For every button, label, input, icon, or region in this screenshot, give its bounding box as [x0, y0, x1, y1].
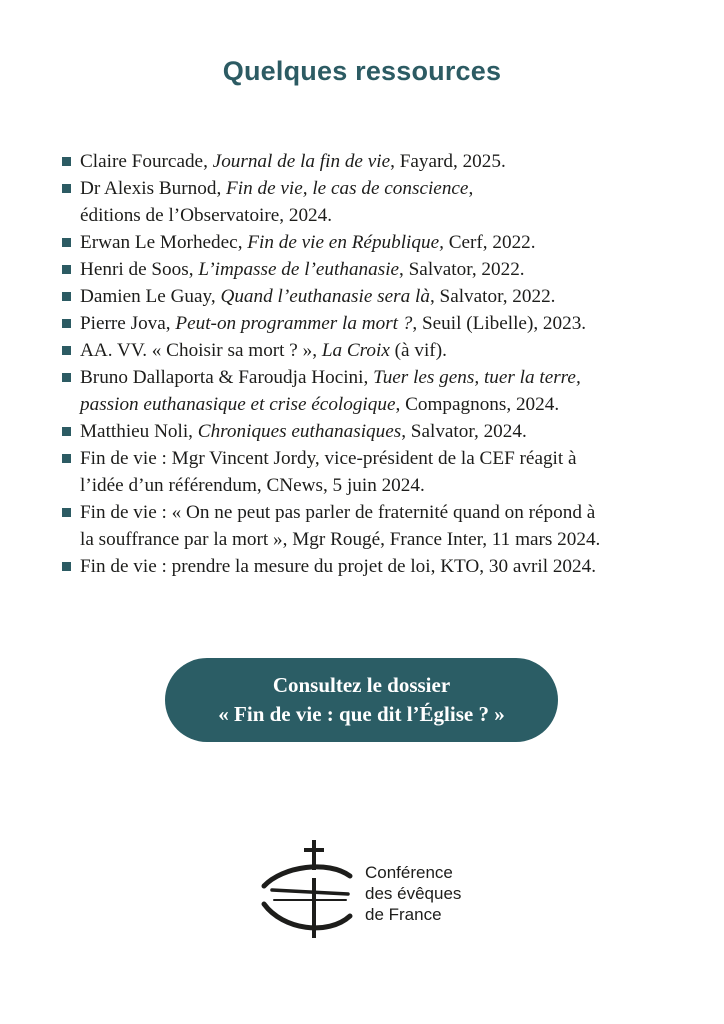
resource-text: éditions de l’Observatoire, 2024. [80, 205, 333, 226]
resource-title: passion euthanasique et crise écologique [80, 394, 396, 415]
resource-item [62, 445, 672, 499]
resource-text: Claire Fourcade, [80, 151, 213, 172]
resource-item [62, 256, 672, 283]
resource-text: Matthieu Noli, [80, 421, 198, 442]
resource-text: AA. VV. « Choisir sa mort ? », [80, 340, 322, 361]
resource-item [62, 418, 672, 445]
square-bullet-icon [62, 157, 71, 166]
resource-item [62, 283, 672, 310]
consult-dossier-line1: Consultez le dossier [272, 673, 451, 697]
resource-text: , Seuil (Libelle), 2023. [412, 313, 587, 334]
cross-fish-logo-icon [258, 838, 358, 948]
resource-text: Erwan Le Morhedec, [80, 232, 248, 253]
resource-title: Peut-on programmer la mort ? [175, 313, 413, 334]
square-bullet-icon [62, 184, 71, 193]
resource-title: Quand l’euthanasie sera là [220, 286, 430, 307]
resource-item [62, 553, 672, 580]
page-title: Quelques ressources [222, 56, 502, 86]
square-bullet-icon [62, 562, 71, 571]
resource-item [62, 310, 672, 337]
square-bullet-icon [62, 265, 71, 274]
square-bullet-icon [62, 346, 71, 355]
cef-logo-line1: Conférence [365, 863, 453, 882]
square-bullet-icon [62, 373, 71, 382]
resource-text: Bruno Dallaporta & Faroudja Hocini, [80, 367, 374, 388]
resource-text: la souffrance par la mort », Mgr Rougé, France Inter, 11 mars 2024. [80, 529, 601, 550]
resource-text: l’idée d’un référendum, CNews, 5 juin 2024. [80, 475, 425, 496]
resource-text: Fin de vie : prendre la mesure du projet de loi, KTO, 30 avril 2024. [80, 556, 596, 577]
square-bullet-icon [62, 238, 71, 247]
resource-item [62, 148, 672, 175]
square-bullet-icon [62, 454, 71, 463]
resource-title: Chroniques euthanasiques [197, 421, 402, 442]
resource-text: Pierre Jova, [80, 313, 176, 334]
consult-dossier-line2: « Fin de vie : que dit l’Église ? » [218, 702, 505, 726]
resource-title: Fin de vie, le cas de conscience [226, 178, 469, 199]
cef-logo-line2: des évêques [365, 884, 462, 903]
resource-item [62, 175, 672, 229]
resource-title: Journal de la fin de vie [212, 151, 391, 172]
resource-title: Tuer les gens, tuer la terre, [373, 367, 581, 388]
resource-text: (à vif). [389, 340, 447, 361]
resource-text: Fin de vie : Mgr Vincent Jordy, vice-président de la CEF réagit à [80, 448, 577, 469]
resource-title: Fin de vie en République, [247, 232, 444, 253]
resource-text: Henri de Soos, [80, 259, 199, 280]
resource-text: , Salvator, 2022. [399, 259, 525, 280]
resource-text: , Salvator, 2022. [429, 286, 556, 307]
square-bullet-icon [62, 319, 71, 328]
resource-title: L’impasse de l’euthanasie [198, 259, 400, 280]
resource-text: Damien Le Guay, [80, 286, 221, 307]
square-bullet-icon [62, 508, 71, 517]
resource-text: , Fayard, 2025. [390, 151, 506, 172]
resource-text: , Salvator, 2024. [401, 421, 527, 442]
consult-dossier-button[interactable] [165, 658, 558, 742]
square-bullet-icon [62, 427, 71, 436]
resource-text: Dr Alexis Burnod, [80, 178, 227, 199]
resource-list [62, 148, 672, 580]
resource-item [62, 229, 672, 256]
cef-logo-text [365, 862, 461, 925]
cef-logo [258, 838, 478, 948]
resource-text: , [468, 178, 474, 199]
resource-text: Fin de vie : « On ne peut pas parler de fraternité quand on répond à [80, 502, 596, 523]
resource-text: , Compagnons, 2024. [395, 394, 560, 415]
resource-item [62, 364, 672, 418]
resource-item [62, 499, 672, 553]
resource-text: Cerf, 2022. [443, 232, 536, 253]
resource-item [62, 337, 672, 364]
square-bullet-icon [62, 292, 71, 301]
resource-title: La Croix [321, 340, 390, 361]
cef-logo-line3: de France [365, 905, 442, 924]
